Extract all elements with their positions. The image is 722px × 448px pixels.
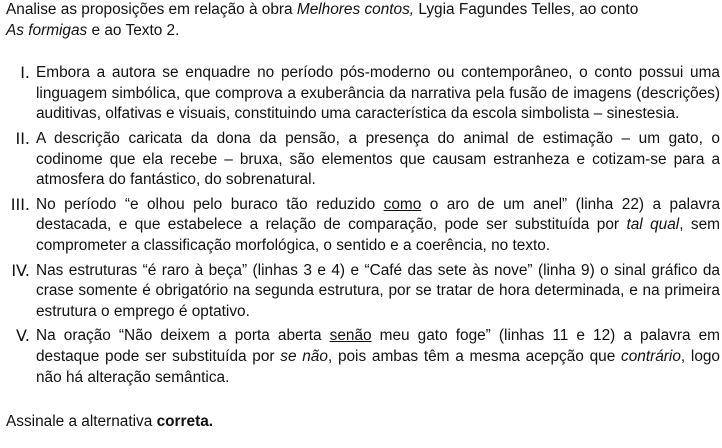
proposition-text: No período “e olhou pelo buraco tão reduzido como o aro de um anel” (linha 22) a palavra destacada, e que estabelece a relação de comparação, pode ser substituída por tal qual, sem comprometer a classificação morfológica, o sentido e a coerência, no texto. [36, 195, 721, 254]
proposition-text: Nas estruturas “é raro à beça” (linhas 3 e 4) e “Café das sete às nove” (linha 9) o sinal gráfico da crase somente é obrigatório na segunda estrutura, por se tratar de hora determinada, e na primeira estrutura o emprego é optativo. [36, 261, 720, 320]
emphasis-correct: correta. [156, 413, 214, 431]
italic-term: tal qual [626, 216, 680, 234]
story-title: As formigas [6, 21, 88, 39]
book-title: Melhores contos, [296, 1, 415, 18]
propositions-list [6, 63, 720, 388]
proposition-numeral: II. [15, 128, 30, 148]
intro-text-1: Analise as proposições em relação à obra [6, 1, 297, 18]
italic-term: contrário [621, 347, 681, 365]
proposition-numeral: I. [20, 63, 30, 83]
proposition-1 [6, 63, 720, 125]
underlined-word: senão [329, 327, 372, 345]
proposition-3 [6, 195, 720, 257]
intro-text-3: e ao Texto 2. [87, 21, 180, 39]
proposition-numeral: III. [10, 194, 30, 214]
question-instruction: Assinale a alternativa correta. [6, 413, 214, 431]
question-intro [6, 0, 720, 41]
proposition-5 [6, 326, 720, 388]
proposition-text: Na oração “Não deixem a porta aberta senão meu gato foge” (linhas 11 e 12) a palavra em destaque pode ser substituída por se não, pois ambas têm a mesma acepção que contrário, logo não há alteração semântica. [36, 327, 720, 386]
proposition-text: A descrição caricata da dona da pensão, a presença do animal de estimação – um gato, o codinome que ela recebe – bruxa, são elementos que causam estranheza e cotizam-se para a atmosfera do fantástico, do sobrenatural. [36, 129, 720, 189]
intro-text-2: Lygia Fagundes Telles, ao conto [414, 1, 639, 18]
proposition-numeral: V. [16, 326, 30, 346]
underlined-word: como [383, 195, 422, 213]
question-page [6, 0, 720, 448]
proposition-2 [6, 129, 720, 191]
proposition-numeral: IV. [11, 260, 30, 280]
proposition-4 [6, 261, 720, 323]
proposition-text: Embora a autora se enquadre no período pós-moderno ou contemporâneo, o conto possui uma linguagem simbólica, que comprova a exuberância da narrativa pela fusão de imagens (descrições) auditivas, olfativas e visuais, constituindo uma característica da escola simbolista – sinestesia. [36, 64, 720, 123]
italic-term: se não [280, 347, 328, 365]
